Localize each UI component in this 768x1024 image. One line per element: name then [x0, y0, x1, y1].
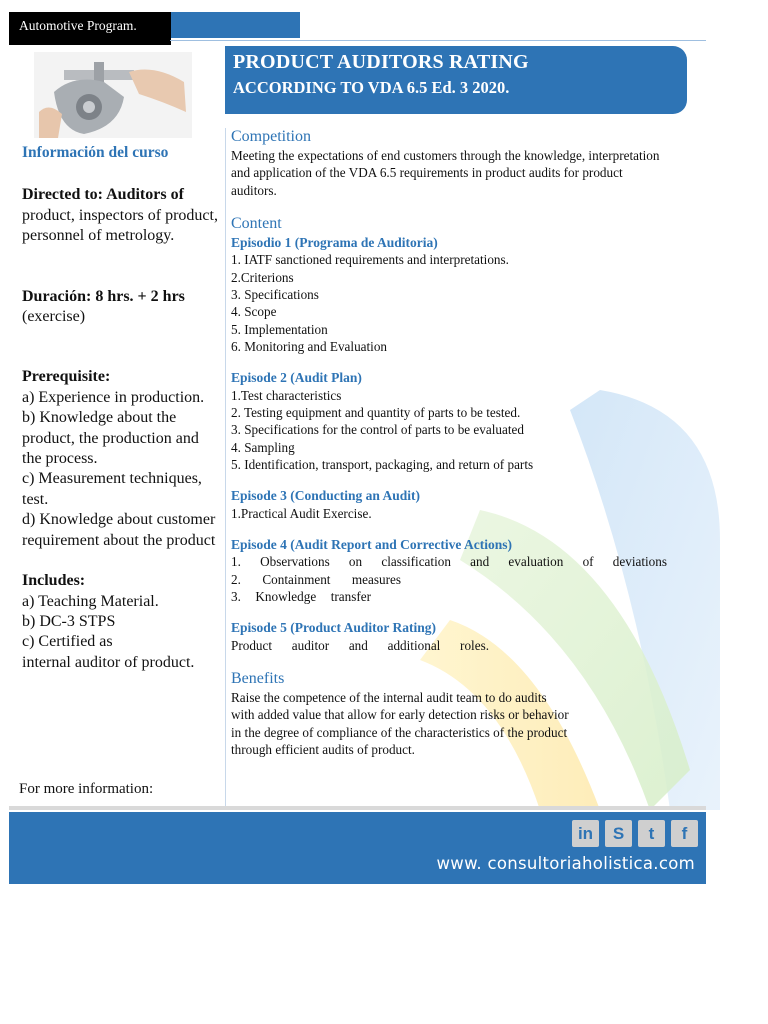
includes-item: c) Certified as — [22, 633, 113, 651]
list-item: 5. Implementation — [231, 321, 328, 337]
includes-block — [22, 571, 222, 673]
list-item: 2.Criterions — [231, 269, 294, 285]
list-item: 1. Observations on classification and evaluation of deviations — [231, 554, 667, 570]
directed-block — [22, 185, 222, 246]
duration-text: (exercise) — [22, 308, 86, 326]
list-item: 3. Knowledge transfer — [231, 589, 371, 605]
right-column — [231, 127, 667, 758]
prereq-item: c) Measurement techniques, test. — [22, 470, 202, 508]
includes-item: b) DC-3 STPS — [22, 612, 116, 630]
content-heading: Content — [231, 214, 282, 232]
episode-2-title: Episode 2 (Audit Plan) — [231, 370, 362, 386]
prereq-label: Prerequisite: — [22, 368, 111, 386]
title-banner — [225, 46, 687, 114]
directed-text: product, inspectors of product, personnel of metrology. — [22, 206, 218, 245]
program-tag: Automotive Program. — [9, 12, 171, 45]
list-item: 1.Practical Audit Exercise. — [231, 505, 372, 521]
includes-item: a) Teaching Material. — [22, 592, 159, 610]
list-item: 5. Identification, transport, packaging, and return of parts — [231, 456, 534, 472]
competition-text: Meeting the expectations of end customers through the knowledge, interpretation and application of the VDA 6.5 requirements in product audits for product auditors. — [231, 148, 660, 198]
episode-4-title: Episode 4 (Audit Report and Corrective Actions) — [231, 536, 512, 552]
prerequisite-block — [22, 367, 222, 551]
list-item: 6. Monitoring and Evaluation — [231, 338, 388, 354]
list-item: 3. Specifications for the control of parts to be evaluated — [231, 422, 524, 438]
benefits-text: Raise the competence of the internal audit team to do audits with added value that allow for early detection risks or behavior in the degree of compliance of the characteristics of the product through efficient audits of product. — [231, 690, 569, 758]
episode-3-title: Episode 3 (Conducting an Audit) — [231, 488, 421, 504]
course-info-heading: Información del curso — [22, 144, 169, 161]
subtitle: ACCORDING TO VDA 6.5 Ed. 3 2020. — [233, 78, 510, 97]
competition-heading: Competition — [231, 128, 311, 145]
linkedin-icon[interactable]: in — [572, 820, 599, 847]
list-item: 1. IATF sanctioned requirements and interpretations. — [231, 252, 509, 268]
left-column — [22, 143, 222, 693]
prereq-item: a) Experience in production. — [22, 388, 205, 406]
footer-bar — [9, 812, 706, 884]
footer-rule — [9, 806, 706, 810]
episode-1-title: Episodio 1 (Programa de Auditoria) — [231, 234, 438, 250]
skype-icon[interactable]: S — [605, 820, 632, 847]
list-item: 1.Test characteristics — [231, 387, 342, 403]
directed-label: Directed to: Auditors of — [22, 186, 184, 204]
column-divider — [225, 128, 226, 808]
includes-item: internal auditor of product. — [22, 653, 195, 671]
list-item: 4. Scope — [231, 304, 277, 320]
duration-label: Duración: 8 hrs. + 2 hrs — [22, 287, 185, 305]
facebook-icon[interactable]: f — [671, 820, 698, 847]
caliper-photo — [34, 52, 192, 138]
list-item: 3. Specifications — [231, 286, 319, 302]
episode-5-title: Episode 5 (Product Auditor Rating) — [231, 620, 437, 636]
prereq-item: d) Knowledge about customer requirement about the product — [22, 511, 216, 549]
more-info-text: For more information: — [19, 781, 154, 797]
list-item: 2. Testing equipment and quantity of parts to be tested. — [231, 404, 521, 420]
list-item: 4. Sampling — [231, 439, 295, 455]
twitter-icon[interactable]: t — [638, 820, 665, 847]
list-item: 2. Containment measures — [231, 571, 401, 587]
top-rule — [170, 40, 706, 41]
social-links — [572, 820, 698, 847]
includes-label: Includes: — [22, 572, 86, 590]
prereq-item: b) Knowledge about the product, the production and the process. — [22, 409, 199, 468]
duration-block — [22, 287, 222, 328]
list-item: Product auditor and additional roles. — [231, 637, 489, 653]
top-accent-bar — [170, 12, 300, 38]
benefits-heading: Benefits — [231, 670, 285, 688]
main-title: PRODUCT AUDITORS RATING — [233, 51, 529, 73]
website-link[interactable]: www. consultoriaholistica.com — [436, 854, 695, 873]
